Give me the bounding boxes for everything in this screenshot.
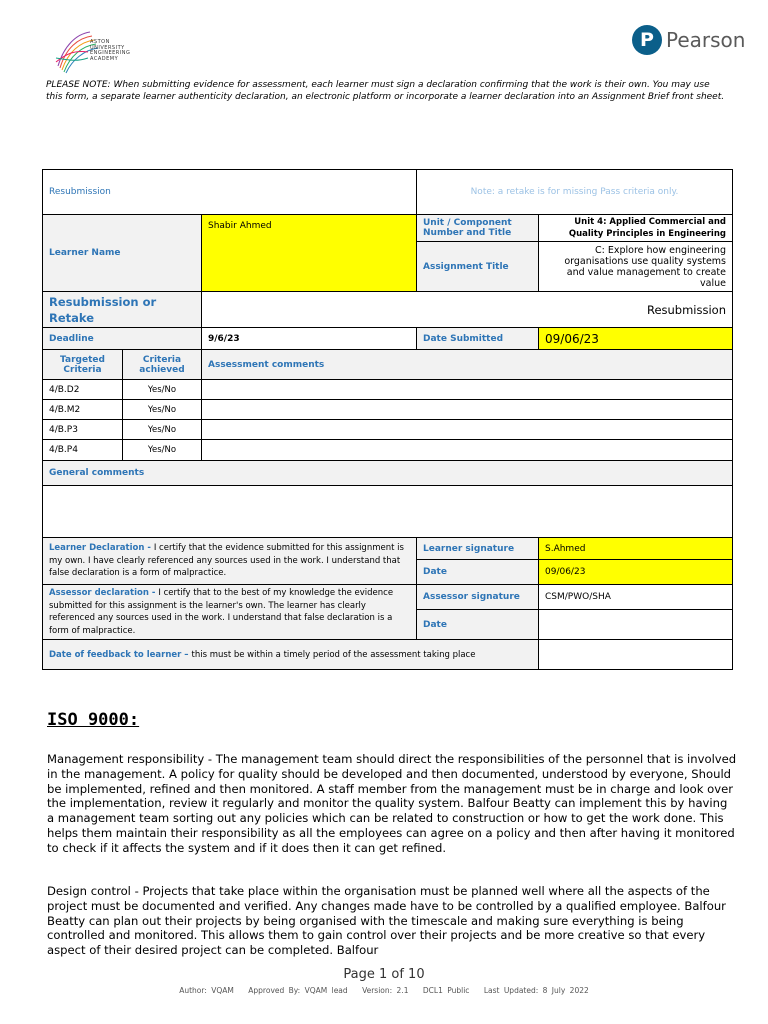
criteria-achieved: Yes/No	[123, 420, 202, 440]
feedback-date-label: Date of feedback to learner –	[49, 649, 192, 660]
assessor-date-label: Date	[417, 610, 539, 640]
footer-author: Author: VQAM	[179, 986, 234, 995]
learner-declaration	[43, 538, 417, 585]
feedback-date-text: this must be within a timely period of the assessment taking place	[191, 649, 476, 660]
retake-note: Note: a retake is for missing Pass criteria only.	[417, 170, 733, 215]
page-number: Page 1 of 10	[343, 967, 425, 982]
criteria-code: 4/B.D2	[43, 380, 123, 400]
learner-declaration-text: I certify that the evidence submitted for this assignment is my own. I have clearly referenced any sources used in the work. I understand that false declaration is a form of malpractice.	[49, 543, 404, 579]
pearson-wordmark: Pearson	[666, 28, 746, 52]
section-heading: ISO 9000:	[47, 710, 140, 730]
general-comments-label: General comments	[43, 461, 733, 486]
unit-value: Unit 4: Applied Commercial and Quality Principles in Engineering	[539, 215, 733, 242]
learner-name-value: Shabir Ahmed	[202, 215, 417, 292]
criteria-row	[43, 420, 733, 440]
assessor-declaration-text: I certify that to the best of my knowledge the evidence submitted for this assignment is the learner's own. The learner has clearly referenced any sources used in the work. I understand that false declaration is a form of malpractice.	[49, 588, 394, 636]
form-title: Resubmission	[43, 170, 417, 215]
learner-signature-label: Learner signature	[417, 538, 539, 560]
submission-note: PLEASE NOTE: When submitting evidence for assessment, each learner must sign a declaration confirming that the work is their own. You may use this form, a separate learner authenticity declaration, an electronic platform or incorporate a learner declaration into an Assignment Brief front sheet.	[46, 80, 725, 102]
criteria-achieved-header: Criteria achieved	[123, 350, 202, 380]
learner-date-value: 09/06/23	[539, 560, 733, 585]
footer-approved: Approved By: VQAM lead	[248, 986, 348, 995]
criteria-row	[43, 440, 733, 461]
footer-version: Version: 2.1	[362, 986, 409, 995]
general-comments-box	[43, 486, 733, 538]
learner-date-label: Date	[417, 560, 539, 585]
feedback-date-row	[43, 640, 539, 670]
resubmission-value: Resubmission	[202, 292, 733, 328]
resubmission-label: Resubmission or Retake	[43, 292, 202, 328]
targeted-criteria-header: Targeted Criteria	[43, 350, 123, 380]
criteria-comment	[202, 440, 733, 461]
resubmission-form	[42, 169, 733, 670]
assignment-title-label: Assignment Title	[417, 242, 539, 292]
assignment-title-value: C: Explore how engineering organisations use quality systems and value management to create value	[539, 242, 733, 292]
paragraph-design-control: Design control - Projects that take place within the organisation must be planned well where all the aspects of the project must be documented and verified. Any changes made have to be controlled by a qualified employee. Balfour Beatty can plan out their projects by being organised with the timescale and making sure everything is being controlled and monitored. This allows them to gain control over their projects and be more creative so that every aspect of their desired project can be completed. Balfour	[47, 884, 726, 958]
learner-name-label: Learner Name	[43, 215, 202, 292]
deadline-value: 9/6/23	[202, 328, 417, 350]
criteria-comment	[202, 380, 733, 400]
assessor-declaration	[43, 585, 417, 640]
criteria-achieved: Yes/No	[123, 380, 202, 400]
footer-classification: DCL1 Public	[422, 986, 470, 995]
criteria-row	[43, 400, 733, 420]
assessor-signature-label: Assessor signature	[417, 585, 539, 610]
criteria-comment	[202, 400, 733, 420]
paragraph-management-responsibility: Management responsibility - The management team should direct the responsibilities of the personnel that is involved in the management. A policy for quality should be developed and then documented, understood by everyone, Should be implemented, refined and then monitored. A staff member from the management must be in charge and look over the implementation, review it regularly and monitor the quality system. Balfour Beatty can implement this by having a management team sorting out any policies which can be related to construction or how to get the work done. This helps them maintain their responsibility as all the employees can agree on a policy and then after having it monitored to check if it affects the system and if it does then it can get refined.	[47, 752, 737, 855]
date-submitted-value: 09/06/23	[539, 328, 733, 350]
criteria-code: 4/B.M2	[43, 400, 123, 420]
criteria-achieved: Yes/No	[123, 400, 202, 420]
deadline-label: Deadline	[43, 328, 202, 350]
learner-declaration-label: Learner Declaration -	[49, 543, 154, 554]
pearson-mark-icon: P	[632, 25, 662, 55]
learner-signature-value: S.Ahmed	[539, 538, 733, 560]
pearson-logo	[632, 25, 745, 55]
footer-meta	[0, 986, 768, 995]
date-submitted-label: Date Submitted	[417, 328, 539, 350]
feedback-date-value	[539, 640, 733, 670]
assessor-signature-value: CSM/PWO/SHA	[539, 585, 733, 610]
aston-logo-text: ASTON UNIVERSITY ENGINEERING ACADEMY	[90, 39, 131, 62]
footer-updated: Last Updated: 8 July 2022	[483, 986, 589, 995]
criteria-achieved: Yes/No	[123, 440, 202, 461]
criteria-row	[43, 380, 733, 400]
assessor-declaration-label: Assessor declaration -	[49, 588, 159, 598]
assessment-comments-header: Assessment comments	[202, 350, 733, 380]
unit-label: Unit / Component Number and Title	[417, 215, 539, 242]
criteria-code: 4/B.P4	[43, 440, 123, 461]
assessor-date-value	[539, 610, 733, 640]
criteria-code: 4/B.P3	[43, 420, 123, 440]
criteria-comment	[202, 420, 733, 440]
